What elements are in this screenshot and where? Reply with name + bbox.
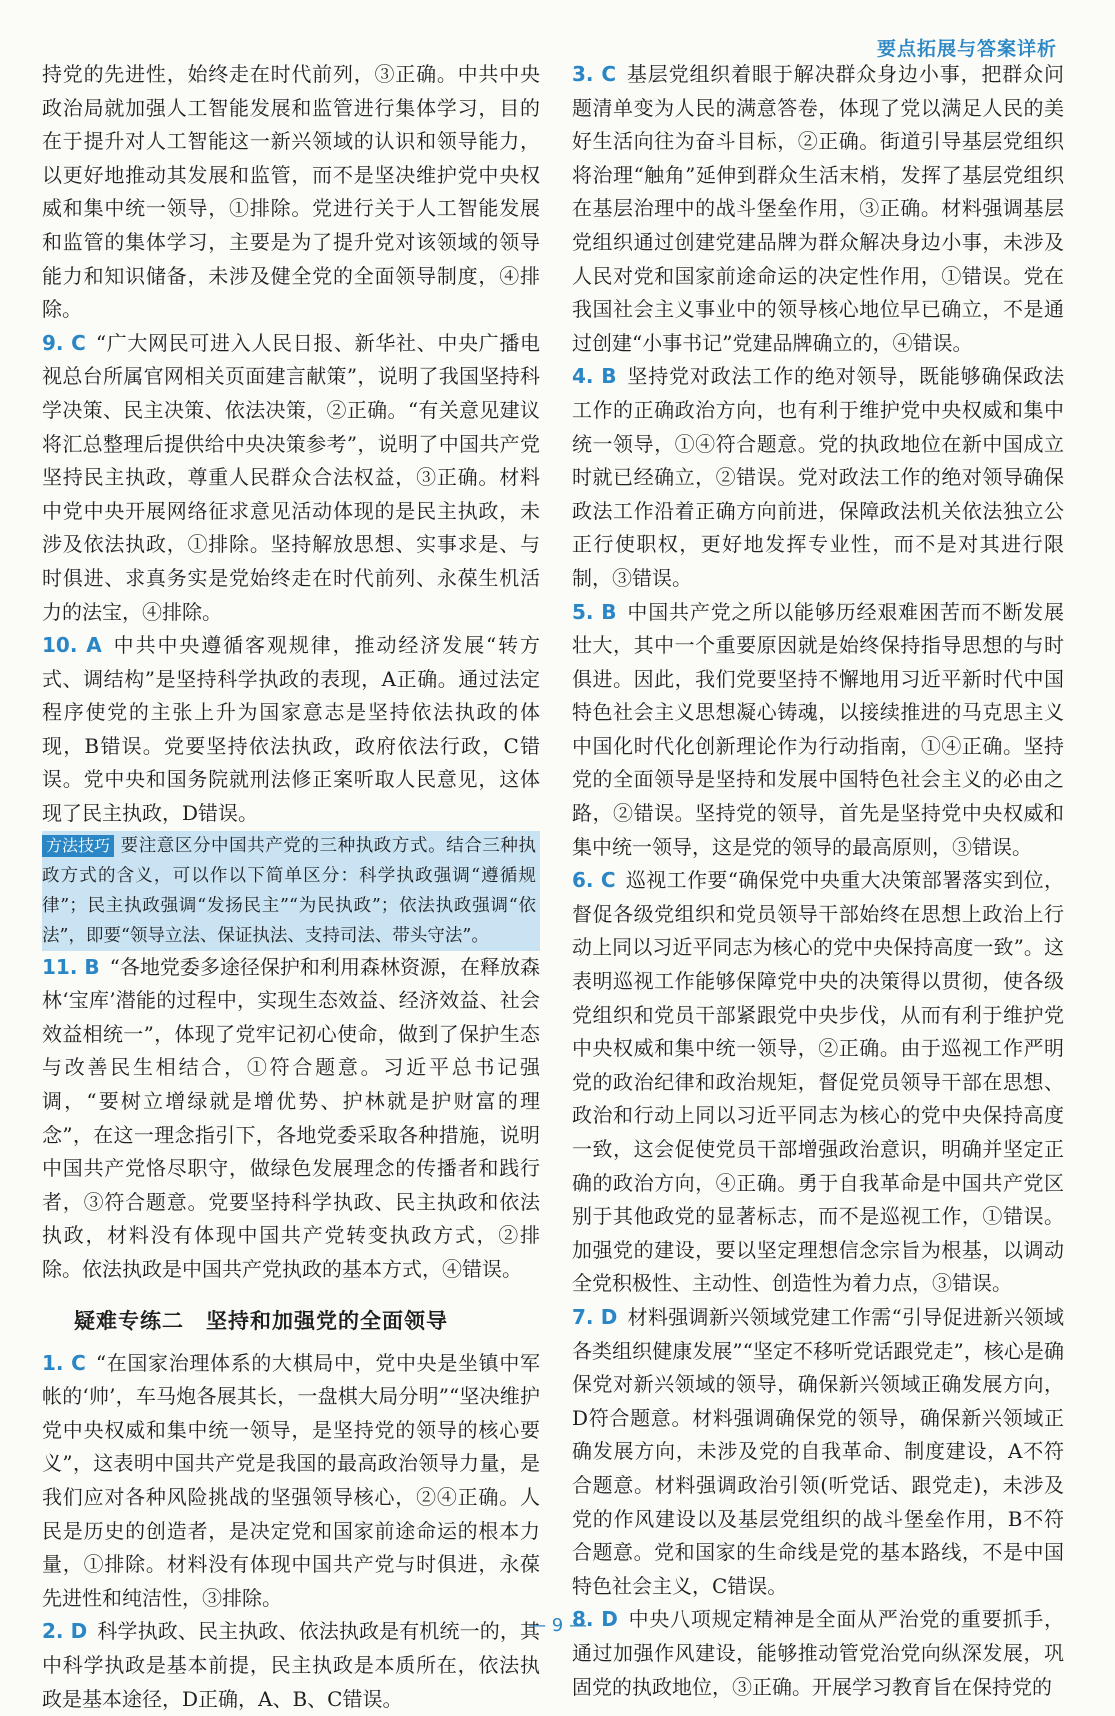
- answer-item-10: [42, 629, 540, 831]
- right-column: [572, 58, 1064, 1704]
- left-column: [42, 58, 540, 1716]
- answer-text: “在国家治理体系的大棋局中，党中央是坐镇中军帐的‘帅’，车马炮各展其长，一盘棋大局分明”“坚决维护党中央权威和集中统一领导，是坚持党的领导的核心要义”，这表明中国共产党是我国的最高政治领导力量，是我们应对各种风险挑战的坚强领导核心，②④正确。人民是历史的创造者，是决定党和国家前途命运的根本力量，①排除。材料没有体现中国共产党与时俱进，永葆先进性和纯洁性，③排除。: [42, 1350, 540, 1610]
- running-header: 要点拓展与答案详析: [876, 38, 1057, 60]
- method-tip-label: 方法技巧: [42, 835, 114, 857]
- answer-number: 9. C: [42, 330, 86, 355]
- page-number: — 9 —: [528, 1615, 587, 1636]
- paragraph-continued: 持党的先进性，始终走在时代前列，③正确。中共中央政治局就加强人工智能发展和监管进行集体学习，目的在于提升对人工智能这一新兴领域的认识和领导能力，以更好地推动其发展和监管，而不是坚决维护党中央权威和集中统一领导，①排除。党进行关于人工智能发展和监管的集体学习，主要是为了提升党对该领域的领导能力和知识储备，未涉及健全党的全面领导制度，④排除。: [42, 62, 540, 322]
- answer-number: 7. D: [572, 1304, 618, 1329]
- answer-number: 3. C: [572, 62, 617, 86]
- answer-number: 6. C: [572, 868, 616, 893]
- section-heading: 坚持和加强党的全面领导: [206, 1308, 448, 1333]
- answer-text: 基层党组织着眼于解决群众身边小事，把群众问题清单变为人民的满意答卷，体现了党以满足人民的美好生活向往为奋斗目标，②正确。街道引导基层党组织将治理“触角”延伸到群众生活末梢，发挥了基层党组织在基层治理中的战斗堡垒作用，③正确。材料强调基层党组织通过创建党建品牌为群众解决身边小事，未涉及人民对党和国家前途命运的决定性作用，①错误。党在我国社会主义事业中的领导核心地位早已确立，不是通过创建“小事书记”党建品牌确立的，④错误。: [572, 62, 1065, 355]
- answer-text: 科学执政、民主执政、依法执政是有机统一的，其中科学执政是基本前提，民主执政是本质所在，依法执政是基本途径，D正确，A、B、C错误。: [42, 1619, 541, 1711]
- answer-item-9: [42, 327, 540, 629]
- answer-text: 巡视工作要“确保党中央重大决策部署落实到位，督促各级党组织和党员领导干部始终在思想上政治上行动上同以习近平同志为核心的党中央保持高度一致”。这表明巡视工作能够保障党中央的决策得以贯彻，使各级党组织和党员干部紧跟党中央步伐，从而有利于维护党中央权威和集中统一领导，②正确。由于巡视工作严明党的政治纪律和政治规矩，督促党员领导干部在思想、政治和行动上同以习近平同志为核心的党中央保持高度一致，这会促使党员干部增强政治意识，明确并坚定正确的政治方向，④正确。勇于自我革命是中国共产党区别于其他政党的显著标志，而不是巡视工作，①错误。加强党的建设，要以坚定理想信念宗旨为根基，以调动全党积极性、主动性、创造性为着力点，③错误。: [572, 868, 1064, 1296]
- answer-item-s2-4: [572, 360, 1064, 595]
- method-tip-box: [42, 831, 540, 951]
- answer-item-s2-1: [42, 1347, 540, 1616]
- answer-number: 1. C: [42, 1350, 86, 1375]
- answer-item-s2-5: [572, 596, 1064, 865]
- answer-item-s2-7: [572, 1301, 1064, 1603]
- answer-number: 11. B: [42, 954, 100, 979]
- answer-text: 坚持党对政法工作的绝对领导，既能够确保政法工作的正确政治方向，也有利于维护党中央权威和集中统一领导，①④符合题意。党的执政地位在新中国成立时就已经确立，②错误。党对政法工作的绝对领导确保政法工作沿着正确方向前进，保障政法机关依法独立公正行使职权，更好地发挥专业性，而不是对其进行限制，③错误。: [572, 364, 1064, 590]
- answer-number: 8. D: [572, 1607, 618, 1632]
- section-title: [74, 1301, 540, 1341]
- answer-text: 中央八项规定精神是全面从严治党的重要抓手，通过加强作风建设，能够推动管党治党向纵深发展，巩固党的执政地位，③正确。开展学习教育旨在保持党的: [572, 1607, 1065, 1699]
- answer-text: 材料强调新兴领域党建工作需“引导促进新兴领域各类组织健康发展”“坚定不移听党话跟党走”，核心是确保党对新兴领域的领导，确保新兴领域正确发展方向，D符合题意。材料强调确保党的领导，确保新兴领域正确发展方向，未涉及党的自我革命、制度建设，A不符合题意。材料强调政治引领(听党话、跟党走)，未涉及党的作风建设以及基层党组织的战斗堡垒作用，B不符合题意。党和国家的生命线是党的基本路线，不是中国特色社会主义，C错误。: [572, 1304, 1064, 1598]
- answer-number: 4. B: [572, 364, 617, 389]
- section-prefix: 疑难专练二: [74, 1308, 184, 1333]
- answer-text: “各地党委多途径保护和利用森林资源，在释放森林‘宝库’潜能的过程中，实现生态效益、经济效益、社会效益相统一”，体现了党牢记初心使命，做到了保护生态与改善民生相结合，①符合题意。习近平总书记强调，“要树立增绿就是增优势、护林就是护财富的理念”，在这一理念指引下，各地党委采取各种措施，说明中国共产党恪尽职守，做绿色发展理念的传播者和践行者，③符合题意。党要坚持科学执政、民主执政和依法执政，材料没有体现中国共产党转变执政方式，②排除。依法执政是中国共产党执政的基本方式，④错误。: [42, 954, 540, 1281]
- answer-number: 5. B: [572, 599, 617, 624]
- answer-number: 2. D: [42, 1619, 88, 1644]
- answer-item-s2-6: [572, 864, 1064, 1301]
- answer-item-s2-3: [572, 58, 1064, 360]
- answer-text: 中共中央遵循客观规律，推动经济发展“转方式、调结构”是坚持科学执政的表现，A正确。通过法定程序使党的主张上升为国家意志是坚持依法执政的体现，B错误。党要坚持依法执政，政府依法行政，C错误。党中央和国务院就刑法修正案听取人民意见，这体现了民主执政，D错误。: [42, 633, 540, 826]
- answer-text: 中国共产党之所以能够历经艰难困苦而不断发展壮大，其中一个重要原因就是始终保持指导思想的与时俱进。因此，我们党要坚持不懈地用习近平新时代中国特色社会主义思想凝心铸魂，以接续推进的马克思主义中国化时代化创新理论作为行动指南，①④正确。坚持党的全面领导是坚持和发展中国特色社会主义的必由之路，②错误。坚持党的领导，首先是坚持党中央权威和集中统一领导，这是党的领导的最高原则，③错误。: [572, 599, 1064, 859]
- method-tip-text: 要注意区分中国共产党的三种执政方式。结合三种执政方式的含义，可以作以下简单区分：科学执政强调“遵循规律”；民主执政强调“发扬民主”“为民执政”；依法执政强调“依法”，即要“领导立法、保证执法、支持司法、带头守法”。: [42, 835, 536, 946]
- answer-text: “广大网民可进入人民日报、新华社、中央广播电视总台所属官网相关页面建言献策”，说明了我国坚持科学决策、民主决策、依法决策，②正确。“有关意见建议将汇总整理后提供给中央决策参考”，说明了中国共产党坚持民主执政，尊重人民群众合法权益，③正确。材料中党中央开展网络征求意见活动体现的是民主执政，未涉及依法执政，①排除。坚持解放思想、实事求是、与时俱进、求真务实是党始终走在时代前列、永葆生机活力的法宝，④排除。: [42, 330, 540, 624]
- answer-number: 10. A: [42, 633, 102, 658]
- answer-item-11: [42, 951, 540, 1287]
